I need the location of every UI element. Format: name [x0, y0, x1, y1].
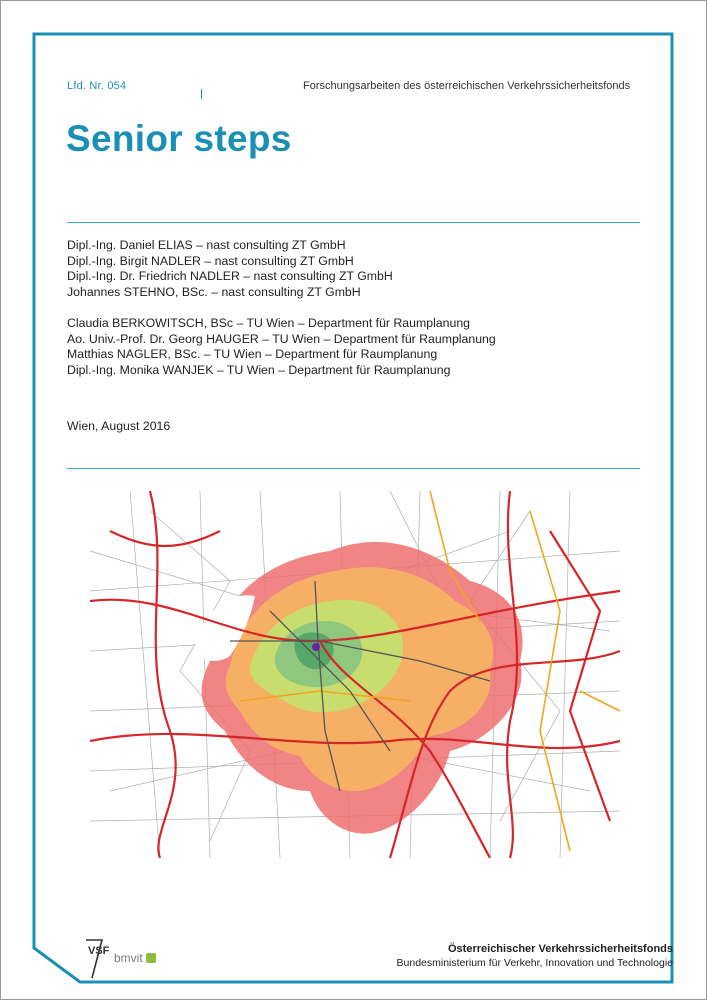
place-date: Wien, August 2016: [67, 419, 171, 433]
author-line: Matthias NAGLER, BSc. – TU Wien – Department für Raumplanung: [67, 347, 438, 362]
header-divider: [201, 89, 202, 99]
divider-bottom: [67, 468, 640, 469]
author-line: Ao. Univ.-Prof. Dr. Georg HAUGER – TU Wien – Department für Raumplanung: [67, 331, 496, 346]
author-line: Dipl.-Ing. Birgit NADLER – nast consulting ZT GmbH: [67, 253, 354, 268]
bmvit-logo-text: bmvit: [114, 951, 143, 965]
series-title: Forschungsarbeiten des österreichischen Verkehrssicherheitsfonds: [303, 80, 631, 92]
bmvit-logo-accent: [146, 953, 156, 963]
series-number: Lfd. Nr. 054: [67, 80, 127, 92]
author-line: Dipl.-Ing. Monika WANJEK – TU Wien – Department für Raumplanung: [67, 362, 451, 377]
authors-tuwien: [67, 316, 496, 378]
location-marker: [312, 643, 320, 651]
author-line: Dipl.-Ing. Daniel ELIAS – nast consulting ZT GmbH: [67, 238, 346, 252]
authors-nast: [67, 238, 393, 300]
vienna-accessibility-map: [90, 491, 620, 858]
vsf-bmvit-logo: [80, 932, 170, 982]
author-line: Claudia BERKOWITSCH, BSc – TU Wien – Department für Raumplanung: [67, 316, 470, 330]
author-line: Dipl.-Ing. Dr. Friedrich NADLER – nast consulting ZT GmbH: [67, 269, 393, 284]
cover-map-image: [90, 491, 620, 858]
divider-top: [67, 222, 640, 223]
footer-organisation: Österreichischer Verkehrssicherheitsfonds: [448, 943, 673, 955]
vsf-logo-text: VSF: [88, 945, 110, 957]
report-title: Senior steps: [66, 118, 292, 159]
author-line: Johannes STEHNO, BSc. – nast consulting ZT GmbH: [67, 284, 361, 299]
footer-ministry: Bundesministerium für Verkehr, Innovation und Technologie: [396, 957, 673, 969]
